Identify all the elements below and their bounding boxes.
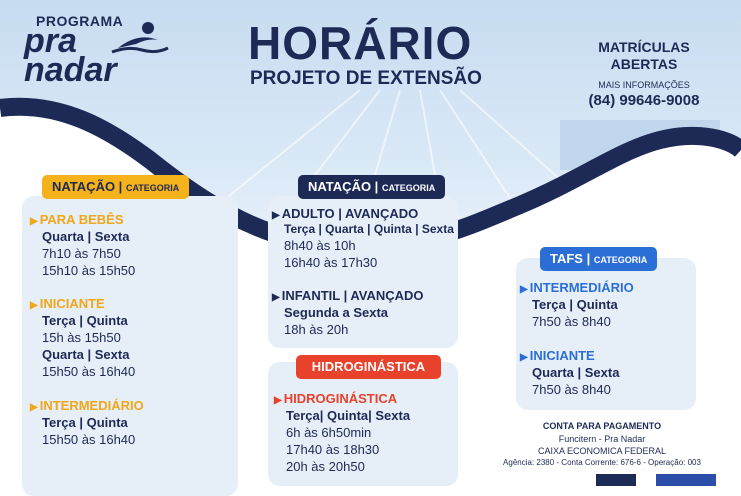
logo-programa-text: PROGRAMA bbox=[36, 13, 124, 29]
triangle-icon: ▶ bbox=[272, 210, 280, 221]
group-time: 17h40 às 18h30 bbox=[286, 442, 380, 457]
category-tag-natacao-1 bbox=[42, 175, 189, 199]
enroll-heading bbox=[580, 39, 708, 73]
page-subtitle: PROJETO DE EXTENSÃO bbox=[250, 68, 482, 89]
triangle-icon: ▶ bbox=[30, 216, 38, 227]
group-time: 15h às 15h50 bbox=[42, 330, 121, 345]
group-time: 16h40 às 17h30 bbox=[284, 255, 378, 270]
payment-line2: CAIXA ECONOMICA FEDERAL bbox=[537, 446, 667, 456]
group-time: 8h40 às 10h bbox=[284, 238, 356, 253]
triangle-icon: ▶ bbox=[30, 402, 38, 413]
enroll-line1: MATRÍCULAS bbox=[598, 39, 690, 55]
triangle-icon: ▶ bbox=[520, 284, 528, 295]
group-time: 15h10 às 15h50 bbox=[42, 263, 136, 278]
partner-logos bbox=[596, 472, 726, 486]
group-days: Terça | Quarta | Quinta | Sexta bbox=[284, 222, 454, 236]
logo-pra-text: pra bbox=[24, 22, 77, 60]
group-days: Terça| Quinta| Sexta bbox=[286, 408, 411, 423]
group-days: Quarta | Sexta bbox=[42, 347, 130, 362]
group-time: 20h às 20h50 bbox=[286, 459, 365, 474]
triangle-icon: ▶ bbox=[30, 300, 38, 311]
enroll-line2: ABERTAS bbox=[610, 56, 678, 72]
group-time: 7h50 às 8h40 bbox=[532, 314, 611, 329]
group-heading: ▶ ADULTO | AVANÇADO bbox=[272, 206, 419, 221]
group-days: Quarta | Sexta bbox=[532, 365, 620, 380]
tag-sub: CATEGORIA bbox=[381, 183, 436, 193]
category-tag-natacao-2 bbox=[298, 175, 445, 199]
group-time: 6h às 6h50min bbox=[286, 425, 372, 440]
group-time: 18h às 20h bbox=[284, 322, 349, 337]
group-heading: ▶ INICIANTE bbox=[520, 348, 595, 363]
logo-nadar-text: nadar bbox=[24, 51, 117, 89]
payment-line3: Agência: 2380 - Conta Corrente: 676-6 - Operação: 003 bbox=[503, 458, 701, 467]
group-days: Quarta | Sexta bbox=[42, 229, 130, 244]
group-days: Segunda a Sexta bbox=[284, 305, 389, 320]
group-heading: ▶ HIDROGINÁSTICA bbox=[274, 391, 398, 406]
group-heading: ▶ INFANTIL | AVANÇADO bbox=[272, 288, 424, 303]
tag-main: NATAÇÃO | bbox=[52, 179, 123, 194]
group-time: 15h50 às 16h40 bbox=[42, 432, 136, 447]
group-heading: ▶ INTERMEDIÁRIO bbox=[520, 280, 634, 295]
group-time: 15h50 às 16h40 bbox=[42, 364, 136, 379]
payment-line1: Funcitern - Pra Nadar bbox=[558, 434, 646, 444]
tag-sub: CATEGORIA bbox=[593, 255, 648, 265]
tag-main: NATAÇÃO | bbox=[308, 179, 379, 194]
group-time: 7h50 às 8h40 bbox=[532, 382, 611, 397]
group-heading: ▶ INTERMEDIÁRIO bbox=[30, 398, 144, 413]
group-days: Terça | Quinta bbox=[42, 313, 128, 328]
triangle-icon: ▶ bbox=[272, 292, 280, 303]
group-days: Terça | Quinta bbox=[42, 415, 128, 430]
phone-number[interactable]: (84) 99646-9008 bbox=[588, 92, 700, 109]
triangle-icon: ▶ bbox=[274, 395, 282, 406]
swimmer-icon bbox=[108, 18, 170, 58]
page-title: HORÁRIO bbox=[248, 17, 473, 69]
group-heading: ▶ INICIANTE bbox=[30, 296, 105, 311]
category-tag-hidro: HIDROGINÁSTICA bbox=[296, 355, 441, 379]
group-heading: ▶ PARA BEBÊS bbox=[30, 212, 124, 227]
tag-sub: CATEGORIA bbox=[125, 183, 180, 193]
group-time: 7h10 às 7h50 bbox=[42, 246, 121, 261]
more-info-label: MAIS INFORMAÇÕES bbox=[598, 80, 690, 90]
payment-title: CONTA PARA PAGAMENTO bbox=[542, 421, 662, 431]
category-tag-tafs bbox=[540, 247, 657, 271]
triangle-icon: ▶ bbox=[520, 352, 528, 363]
tag-main: TAFS | bbox=[550, 251, 591, 266]
group-days: Terça | Quinta bbox=[532, 297, 618, 312]
